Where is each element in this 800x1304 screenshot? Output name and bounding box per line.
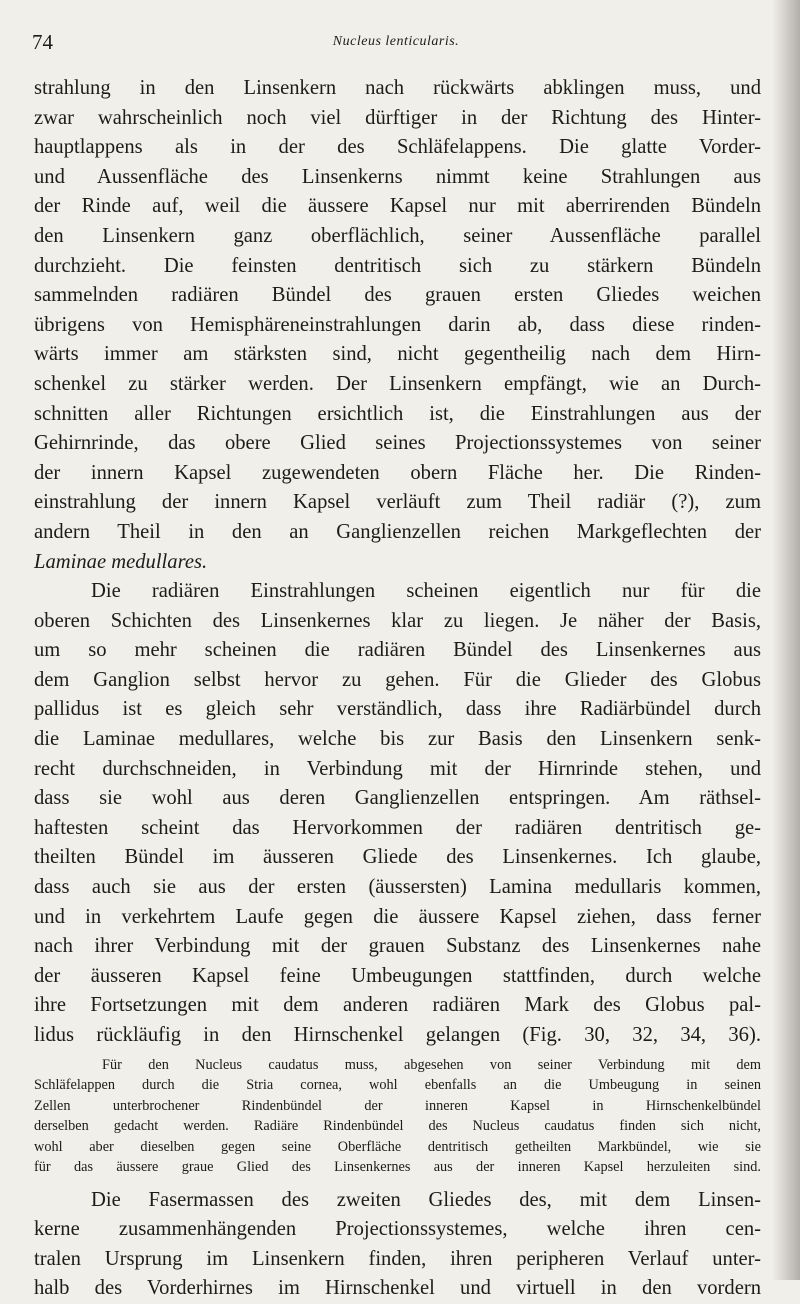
text-line: hauptlappens als in der des Schläfelappens. Die glatte Vorder- [34,136,761,159]
text-line: theilten Bündel im äusseren Gliede des Linsenkernes. Ich glaube, [34,846,761,869]
text-line: recht durchschneiden, in Verbindung mit der Hirnrinde stehen, und [34,757,761,780]
text-line: pallidus ist es gleich sehr verständlich, dass ihre Radiärbündel durch [34,698,761,721]
text-line: Gehirnrinde, das obere Glied seines Projectionssystemes von seiner [34,432,761,455]
text-line: zwar wahrscheinlich noch viel dürftiger in der Richtung des Hinter- [34,106,761,129]
text-line: tralen Ursprung im Linsenkern finden, ihren peripheren Verlauf unter- [34,1247,761,1270]
text-line: den Linsenkern ganz oberflächlich, seiner Aussenfläche parallel [34,224,761,247]
text-line: und in verkehrtem Laufe gegen die äussere Kapsel ziehen, dass ferner [34,905,761,928]
text-line: für das äussere graue Glied des Linsenkernes aus der inneren Kapsel herzuleiten sind. [34,1159,761,1176]
text-line: schnitten aller Richtungen ersichtlich ist, die Einstrahlungen aus der [34,402,761,425]
text-line: übrigens von Hemisphäreneinstrahlungen darin ab, dass diese rinden- [34,313,761,336]
page-number: 74 [32,30,53,54]
text-line: einstrahlung der innern Kapsel verläuft zum Theil radiär (?), zum [34,491,761,514]
text-line: ihre Fortsetzungen mit dem anderen radiären Mark des Globus pal- [34,994,761,1017]
text-line: sammelnden radiären Bündel des grauen ersten Gliedes weichen [34,284,761,307]
text-line: derselben gedacht werden. Radiäre Rindenbündel des Nucleus caudatus finden sich nicht, [34,1118,761,1135]
text-line: kerne zusammenhängenden Projectionssystemes, welche ihren cen- [34,1218,761,1241]
text-line: Für den Nucleus caudatus muss, abgesehen von seiner Verbindung mit dem [102,1056,761,1073]
text-line: lidus rückläufig in den Hirnschenkel gelangen (Fig. 30, 32, 34, 36). [34,1024,761,1046]
text-line: nach ihrer Verbindung mit der grauen Substanz des Linsenkernes nahe [34,935,761,958]
text-line: dem Ganglion selbst hervor zu gehen. Für die Glieder des Globus [34,668,761,691]
text-line: andern Theil in den an Ganglienzellen reichen Markgeflechten der [34,520,761,543]
text-line: strahlung in den Linsenkern nach rückwärts abklingen muss, und [34,77,761,99]
text-line: oberen Schichten des Linsenkernes klar zu liegen. Je näher der Basis, [34,609,761,632]
paragraph-1 [34,74,761,577]
text-line: durchzieht. Die feinsten dentritisch sich zu stärkern Bündeln [34,254,761,277]
text-line: Die Fasermassen des zweiten Gliedes des, mit dem Linsen- [91,1188,761,1211]
text-line: der äusseren Kapsel feine Umbeugungen stattfinden, durch welche [34,964,761,987]
page-edge-shadow [772,0,800,1280]
page-header [32,30,760,56]
text-line: um so mehr scheinen die radiären Bündel des Linsenkernes aus [34,639,761,662]
footnote-paragraph [34,1055,761,1178]
spacer [34,1178,761,1186]
text-line: der innern Kapsel zugewendeten obern Fläche her. Die Rinden- [34,461,761,484]
page-body [34,74,761,1304]
paragraph-3 [34,1186,761,1304]
text-line: dass sie wohl aus deren Ganglienzellen entspringen. Am räthsel- [34,787,761,810]
text-line: dass auch sie aus der ersten (äussersten) Lamina medullaris kommen, [34,876,761,899]
text-line: und Aussenfläche des Linsenkerns nimmt keine Strahlungen aus [34,165,761,188]
text-line: die Laminae medullares, welche bis zur Basis den Linsenkern senk- [34,728,761,751]
text-line: wohl aber dieselben gegen seine Oberfläche dentritisch getheilten Markbündel, wie sie [34,1138,761,1155]
text-line: Zellen unterbrochener Rindenbündel der inneren Kapsel in Hirnschenkelbündel [34,1097,761,1114]
text-line: haftesten scheint das Hervorkommen der radiären dentritisch ge- [34,816,761,839]
text-line: der Rinde auf, weil die äussere Kapsel nur mit aberrirenden Bündeln [34,195,761,218]
text-line: schenkel zu stärker werden. Der Linsenkern empfängt, wie an Durch- [34,372,761,395]
text-line: wärts immer am stärksten sind, nicht gegentheilig nach dem Hirn- [34,343,761,366]
paragraph-2 [34,577,761,1051]
running-head: Nucleus lenticularis. [332,34,460,49]
text-line: Schläfelappen durch die Stria cornea, wohl ebenfalls an die Umbeugung in seinen [34,1077,761,1094]
text-line: Die radiären Einstrahlungen scheinen eigentlich nur für die [91,580,761,603]
text-line: Laminae medullares. [34,550,208,573]
text-line: halb des Vorderhirnes im Hirnschenkel und virtuell in den vordern [34,1277,761,1300]
